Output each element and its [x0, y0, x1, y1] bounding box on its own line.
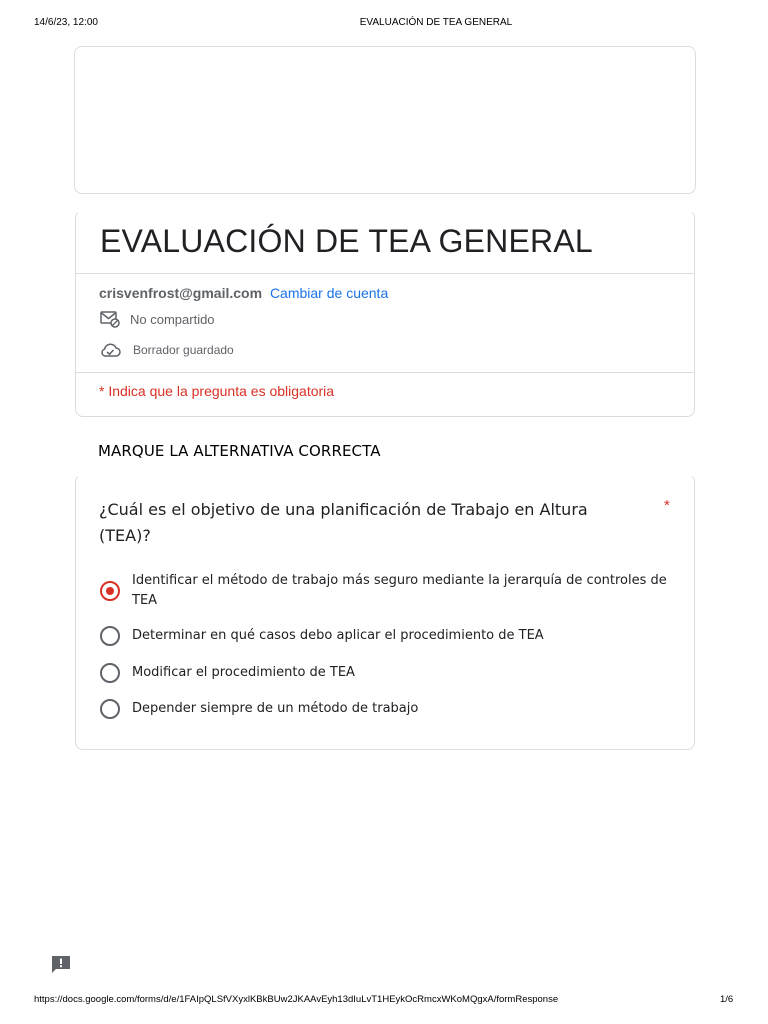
option-label: Modificar el procedimiento de TEA — [132, 665, 355, 680]
account-email: crisvenfrost@gmail.com — [99, 285, 263, 301]
print-date: 14/6/23, 12:00 — [34, 17, 98, 28]
required-star: * — [664, 497, 670, 514]
account-row — [99, 285, 388, 301]
required-note: * Indica que la pregunta es obligatoria — [99, 383, 335, 399]
option-1[interactable] — [100, 571, 670, 611]
option-4[interactable] — [100, 699, 670, 719]
print-url: https://docs.google.com/forms/d/e/1FAIpQLSfVXyxlKBkBUw2JKAAvEyh13dIuLvT1HEykOcRmcxWKoMQgxA/formResponse — [34, 994, 559, 1005]
switch-account-link[interactable]: Cambiar de cuenta — [269, 285, 389, 301]
radio-option-2[interactable] — [100, 626, 120, 646]
option-label: Determinar en qué casos debo aplicar el procedimiento de TEA — [132, 628, 544, 643]
option-label: Identificar el método de trabajo más seguro mediante la jerarquía de controles de TEA — [132, 573, 667, 608]
cloud-done-icon — [99, 341, 121, 359]
title-divider — [76, 273, 694, 274]
print-header — [0, 17, 768, 31]
header-banner — [74, 46, 696, 194]
feedback-icon[interactable] — [50, 954, 72, 974]
question-card — [75, 474, 695, 750]
page-number: 1/6 — [720, 994, 734, 1005]
radio-option-4[interactable] — [100, 699, 120, 719]
radio-option-1[interactable] — [100, 581, 120, 601]
shared-status-row — [99, 310, 215, 328]
option-2[interactable] — [100, 626, 670, 646]
form-title: EVALUACIÓN DE TEA GENERAL — [100, 223, 593, 259]
mail-off-icon — [99, 310, 121, 328]
meta-divider — [76, 372, 694, 373]
draft-status-text: Borrador guardado — [133, 343, 234, 357]
option-3[interactable] — [100, 663, 670, 683]
question-text: ¿Cuál es el objetivo de una planificación de Trabajo en Altura (TEA)? — [99, 500, 588, 545]
print-title: EVALUACIÓN DE TEA GENERAL — [359, 17, 513, 28]
section-title: MARQUE LA ALTERNATIVA CORRECTA — [98, 442, 381, 460]
option-label: Depender siempre de un método de trabajo — [132, 701, 419, 716]
radio-option-3[interactable] — [100, 663, 120, 683]
form-header-card — [75, 210, 695, 417]
shared-status-text: No compartido — [130, 311, 215, 327]
draft-status-row — [99, 341, 234, 359]
